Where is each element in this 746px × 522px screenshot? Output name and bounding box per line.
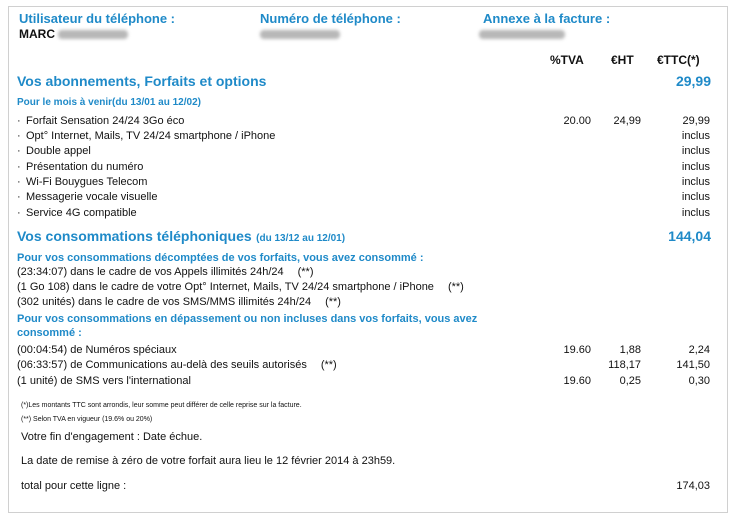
table-row: (1 unité) de SMS vers l'international <box>17 375 191 387</box>
extra-ttc: 2,24 <box>688 344 710 356</box>
list-item: (1 Go 108) dans le cadre de votre Opt° Internet, Mails, TV 24/24 smartphone / iPhone (**) <box>17 281 464 293</box>
consumption-title: Vos consommations téléphoniques <box>17 228 252 244</box>
list-item: · Présentation du numéro <box>17 161 144 173</box>
list-item: · Forfait Sensation 24/24 3Go éco <box>17 115 185 127</box>
list-item: · Wi-Fi Bouygues Telecom <box>17 176 148 188</box>
subscriptions-period: Pour le mois à venir(du 13/01 au 12/02) <box>17 97 201 108</box>
phone-value <box>260 27 340 41</box>
item-ttc: inclus <box>681 191 710 203</box>
line-total-label: total pour cette ligne : <box>21 480 127 492</box>
item-ttc: inclus <box>681 161 710 173</box>
extra-ht: 0,25 <box>619 375 641 387</box>
extra-tva: 19.60 <box>563 375 591 387</box>
subscriptions-total: 29,99 <box>675 73 711 89</box>
list-item: · Double appel <box>17 145 91 157</box>
item-ttc: 29,99 <box>682 115 710 127</box>
list-item: (302 unités) dans le cadre de vos SMS/MMS illimités 24h/24 (**) <box>17 296 341 308</box>
list-item: · Opt° Internet, Mails, TV 24/24 smartphone / iPhone <box>17 130 276 142</box>
footnote-rounding: (*)Les montants TTC sont arrondis, leur somme peut différer de celle reprise sur la facture. <box>21 402 302 409</box>
included-heading: Pour vos consommations décomptées de vos forfaits, vous avez consommé : <box>17 252 424 264</box>
list-item: (23:34:07) dans le cadre de vos Appels illimités 24h/24 (**) <box>17 266 314 278</box>
invoice-annex-frame <box>8 6 728 513</box>
consumption-heading <box>17 228 345 246</box>
col-ttc: €TTC(*) <box>657 53 700 67</box>
annex-label: Annexe à la facture : <box>483 11 611 26</box>
table-row: (00:04:54) de Numéros spéciaux <box>17 344 177 356</box>
list-item: · Service 4G compatible <box>17 207 137 219</box>
line-total-value: 174,03 <box>676 480 710 492</box>
extra-ht: 1,88 <box>619 344 641 356</box>
redacted-surname <box>58 30 128 39</box>
extra-ttc: 0,30 <box>688 375 710 387</box>
user-label: Utilisateur du téléphone : <box>19 11 176 26</box>
item-ttc: inclus <box>681 145 710 157</box>
phone-label: Numéro de téléphone : <box>260 11 401 26</box>
col-ht: €HT <box>611 53 634 67</box>
list-item: · Messagerie vocale visuelle <box>17 191 158 203</box>
footnote-vat: (**) Selon TVA en vigueur (19.6% ou 20%) <box>21 416 153 423</box>
col-tva: %TVA <box>550 53 584 67</box>
reset-date-note: La date de remise à zéro de votre forfait aura lieu le 12 février 2014 à 23h59. <box>21 455 396 467</box>
item-ht: 24,99 <box>613 115 641 127</box>
extra-heading-line2: consommé : <box>17 327 82 339</box>
item-ttc: inclus <box>681 130 710 142</box>
item-ttc: inclus <box>681 176 710 188</box>
redacted-phone <box>260 30 340 39</box>
consumption-total: 144,04 <box>668 228 711 244</box>
table-row: (06:33:57) de Communications au-delà des seuils autorisés (**) <box>17 359 337 371</box>
item-tva: 20.00 <box>563 115 591 127</box>
item-ttc: inclus <box>681 207 710 219</box>
user-name: MARC <box>19 27 55 41</box>
annex-value <box>479 27 565 41</box>
engagement-note: Votre fin d'engagement : Date échue. <box>21 431 203 443</box>
consumption-period: (du 13/12 au 12/01) <box>256 233 346 244</box>
extra-ttc: 141,50 <box>676 359 710 371</box>
extra-ht: 118,17 <box>608 359 641 371</box>
extra-tva: 19.60 <box>563 344 591 356</box>
user-value <box>19 27 128 41</box>
subscriptions-title: Vos abonnements, Forfaits et options <box>17 73 267 89</box>
redacted-annex <box>479 30 565 39</box>
extra-heading-line1: Pour vos consommations en dépassement ou non incluses dans vos forfaits, vous avez <box>17 313 478 325</box>
